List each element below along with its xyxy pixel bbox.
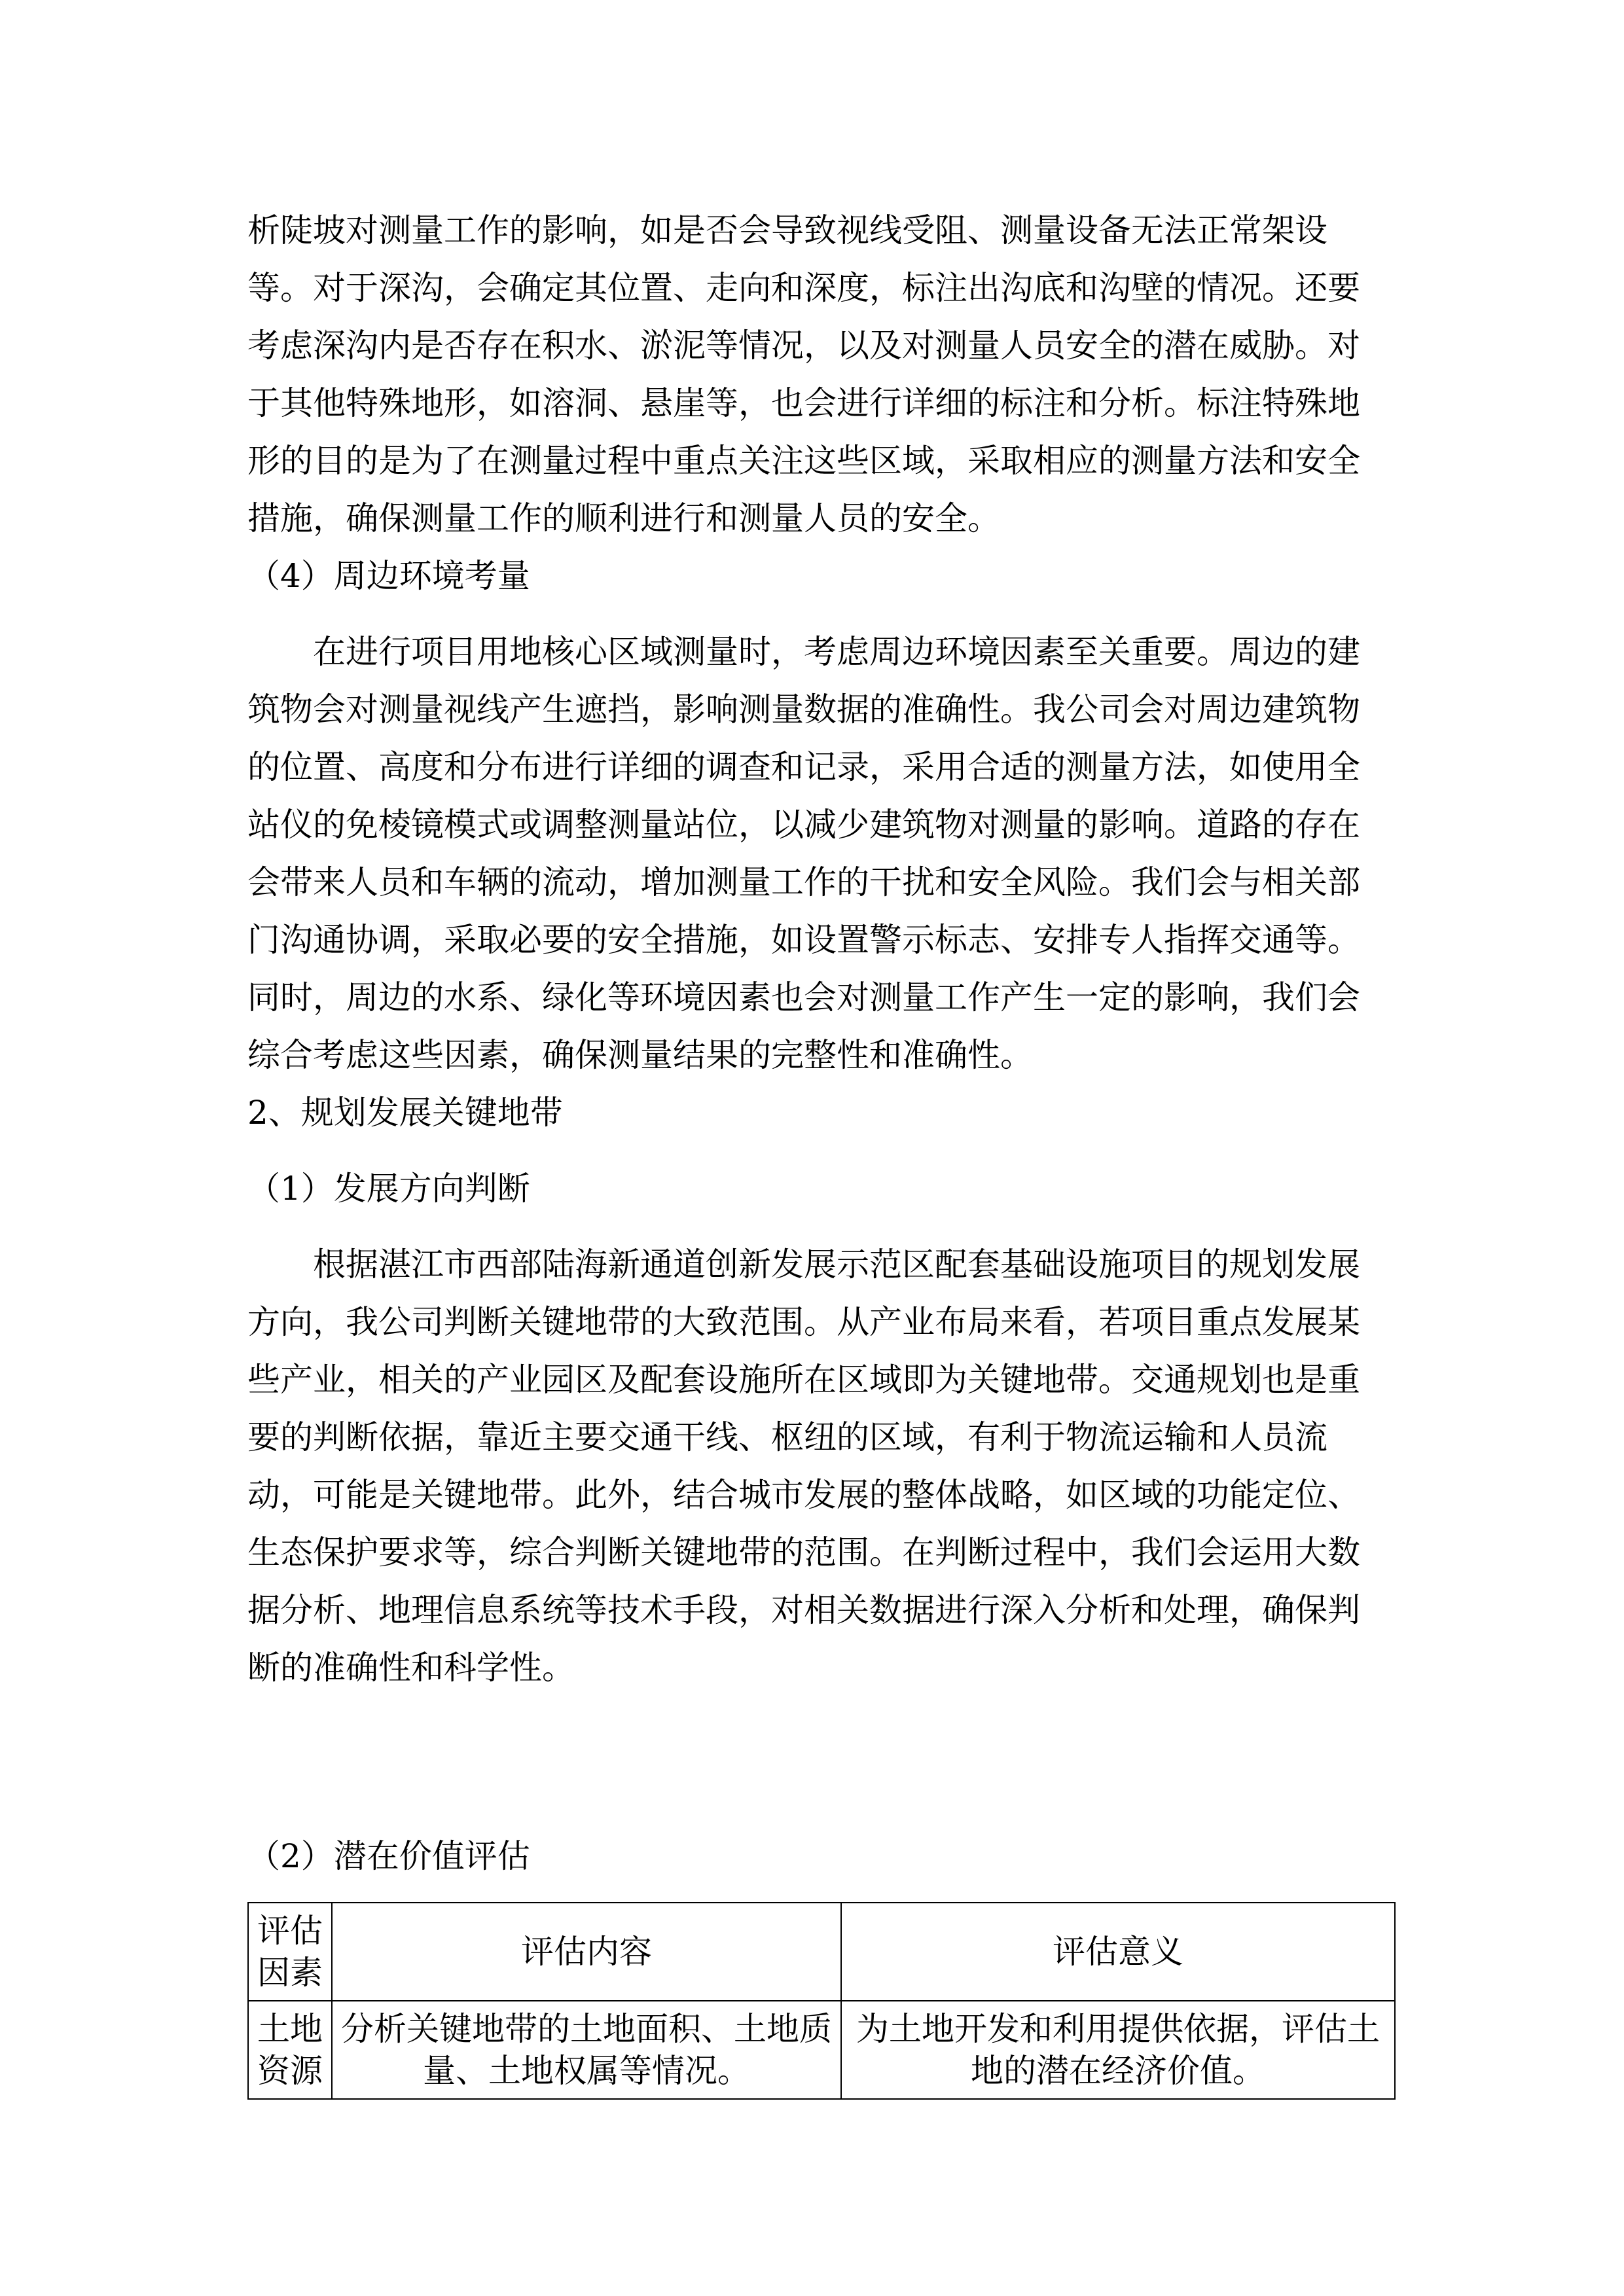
subheading-2: （2）潜在价值评估: [247, 1837, 530, 1875]
subheading-4: （4）周边环境考量: [247, 557, 530, 595]
paragraph-line: 动，可能是关键地带。此外，结合城市发展的整体战略，如区域的功能定位、: [247, 1476, 1360, 1514]
subheading-1: （1）发展方向判断: [247, 1170, 530, 1208]
paragraph-line: 站仪的免棱镜模式或调整测量站位，以减少建筑物对测量的影响。道路的存在: [247, 806, 1360, 844]
section-heading: 2、规划发展关键地带: [247, 1094, 563, 1132]
paragraph-line: 的位置、高度和分布进行详细的调查和记录，采用合适的测量方法，如使用全: [247, 748, 1360, 786]
header-factor: 评估 因素: [257, 1912, 323, 1992]
paragraph-line: 门沟通协调，采取必要的安全措施，如设置警示标志、安排专人指挥交通等。: [247, 921, 1360, 959]
paragraph-line: 析陡坡对测量工作的影响，如是否会导致视线受阻、测量设备无法正常架设: [247, 211, 1327, 249]
paragraph-line: 生态保护要求等，综合判断关键地带的范围。在判断过程中，我们会运用大数: [247, 1534, 1360, 1571]
cell-content: 分析关键地带的土地面积、土地质 量、土地权属等情况。: [341, 2010, 832, 2090]
table-cell: [248, 2001, 332, 2099]
table-cell: [841, 2001, 1395, 2099]
paragraph-line: 根据湛江市西部陆海新通道创新发展示范区配套基础设施项目的规划发展: [313, 1246, 1360, 1283]
paragraph-line: 措施，确保测量工作的顺利进行和测量人员的安全。: [247, 499, 1000, 537]
paragraph-line: 方向，我公司判断关键地带的大致范围。从产业布局来看，若项目重点发展某: [247, 1303, 1360, 1341]
paragraph-line: 于其他特殊地形，如溶洞、悬崖等，也会进行详细的标注和分析。标注特殊地: [247, 384, 1360, 422]
paragraph-line: 要的判断依据，靠近主要交通干线、枢纽的区域，有利于物流运输和人员流: [247, 1418, 1327, 1456]
evaluation-table: [247, 1902, 1396, 2100]
paragraph-line: 同时，周边的水系、绿化等环境因素也会对测量工作产生一定的影响，我们会: [247, 978, 1360, 1016]
cell-significance: 为土地开发和利用提供依据，评估土 地的潜在经济价值。: [856, 2010, 1380, 2090]
paragraph-line: 考虑深沟内是否存在积水、淤泥等情况，以及对测量人员安全的潜在威胁。对: [247, 327, 1360, 365]
header-significance: 评估意义: [1053, 1933, 1183, 1971]
paragraph-line: 筑物会对测量视线产生遮挡，影响测量数据的准确性。我公司会对周边建筑物: [247, 691, 1360, 728]
paragraph-line: 据分析、地理信息系统等技术手段，对相关数据进行深入分析和处理，确保判: [247, 1591, 1360, 1629]
table-header-cell: [332, 1903, 841, 2001]
paragraph-line: 形的目的是为了在测量过程中重点关注这些区域，采取相应的测量方法和安全: [247, 442, 1360, 480]
cell-factor: 土地 资源: [257, 2010, 323, 2090]
table-header-cell: [841, 1903, 1395, 2001]
header-content: 评估内容: [521, 1933, 652, 1971]
paragraph-line: 等。对于深沟，会确定其位置、走向和深度，标注出沟底和沟壁的情况。还要: [247, 269, 1360, 307]
table-cell: [332, 2001, 841, 2099]
paragraph-line: 断的准确性和科学性。: [247, 1649, 575, 1687]
paragraph-line: 些产业，相关的产业园区及配套设施所在区域即为关键地带。交通规划也是重: [247, 1361, 1360, 1399]
table-header-row: [248, 1903, 1395, 2001]
table-row: [248, 2001, 1395, 2099]
paragraph-line: 在进行项目用地核心区域测量时，考虑周边环境因素至关重要。周边的建: [313, 633, 1360, 671]
paragraph-line: 综合考虑这些因素，确保测量结果的完整性和准确性。: [247, 1036, 1033, 1074]
table-header-cell: [248, 1903, 332, 2001]
paragraph-line: 会带来人员和车辆的流动，增加测量工作的干扰和安全风险。我们会与相关部: [247, 863, 1360, 901]
